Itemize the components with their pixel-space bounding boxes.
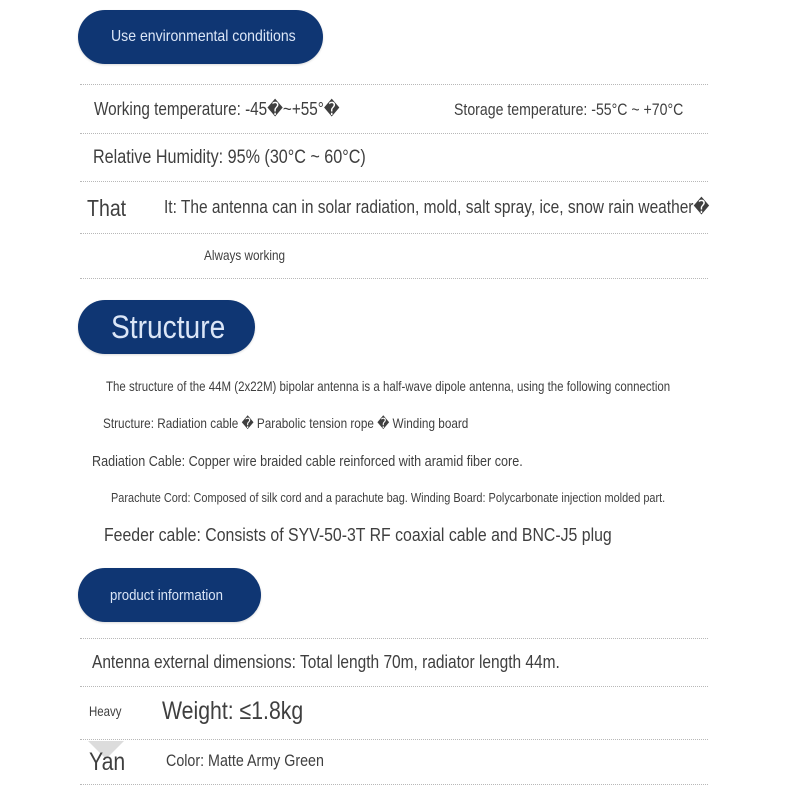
feeder-cable: Feeder cable: Consists of SYV-50-3T RF coaxial cable and BNC-J5 plug <box>104 525 612 545</box>
divider <box>80 233 708 234</box>
divider <box>80 84 708 85</box>
always-working: Always working <box>204 247 286 263</box>
divider <box>80 278 708 279</box>
section-header-product-information <box>78 568 261 622</box>
divider <box>80 181 708 182</box>
other-conditions-label: That <box>87 195 127 221</box>
divider <box>80 784 708 785</box>
structure-composition: Structure: Radiation cable � Parabolic tension rope � Winding board <box>103 415 469 431</box>
section-header-structure <box>78 300 255 354</box>
color-label: Yan <box>89 748 126 776</box>
structure-intro: The structure of the 44M (2x22M) bipolar antenna is a half-wave dipole antenna, using the following connection <box>106 378 671 394</box>
color-value: Color: Matte Army Green <box>166 751 324 770</box>
relative-humidity: Relative Humidity: 95% (30°C ~ 60°C) <box>93 147 366 168</box>
radiation-cable: Radiation Cable: Copper wire braided cable reinforced with aramid fiber core. <box>92 453 523 470</box>
divider <box>80 686 708 687</box>
section-title: Structure <box>111 308 226 345</box>
other-conditions-text: It: The antenna can in solar radiation, mold, salt spray, ice, snow rain weather� <box>164 197 710 217</box>
external-dimensions: Antenna external dimensions: Total length 70m, radiator length 44m. <box>92 652 560 672</box>
section-header-environment <box>78 10 323 64</box>
divider <box>80 638 708 639</box>
section-title: product information <box>110 586 223 604</box>
section-title: Use environmental conditions <box>111 28 296 45</box>
parachute-cord: Parachute Cord: Composed of silk cord and a parachute bag. Winding Board: Polycarbonate injection molded part. <box>111 490 666 505</box>
weight-value: Weight: ≤1.8kg <box>162 697 304 725</box>
divider <box>80 133 708 134</box>
working-temperature: Working temperature: -45�~+55°� <box>94 99 340 119</box>
weight-label: Heavy <box>89 703 122 719</box>
storage-temperature: Storage temperature: -55°C ~ +70°C <box>454 100 684 119</box>
divider <box>80 739 708 740</box>
